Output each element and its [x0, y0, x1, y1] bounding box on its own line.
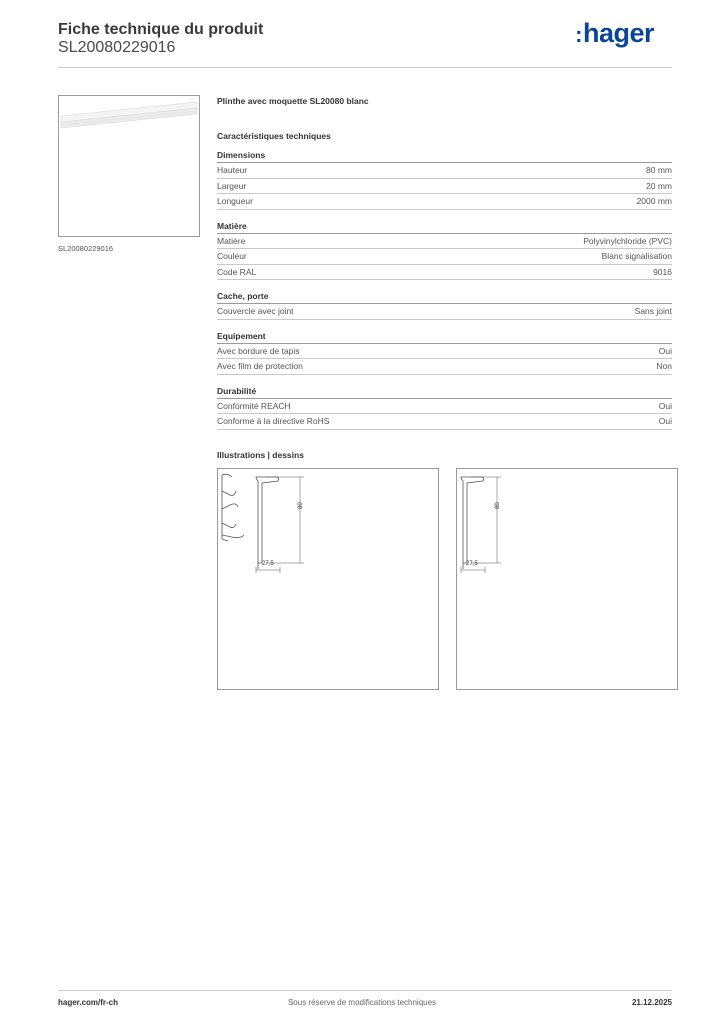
section-title: Caractéristiques techniques: [217, 131, 331, 141]
height-dimension: 80: [495, 502, 501, 509]
specification-table: [217, 96, 672, 460]
height-dimension: 80: [298, 502, 304, 509]
footer-divider: [58, 990, 672, 991]
group-material: [217, 221, 672, 281]
spec-value: Polyvinylchloride (PVC): [583, 235, 672, 246]
skirting-board-image: [59, 96, 199, 236]
group-cover: [217, 291, 672, 320]
width-dimension: 27,5: [262, 561, 274, 567]
spec-value: 2000 mm: [636, 196, 672, 206]
spec-value: Oui: [658, 416, 672, 426]
spec-label: Avec bordure de tapis: [217, 345, 300, 356]
spec-row: [217, 265, 672, 281]
technical-drawing-1: [217, 468, 439, 690]
spec-row: [217, 304, 672, 320]
spec-row: [217, 163, 672, 179]
technical-drawing-2: [456, 468, 678, 690]
illustrations-title: Illustrations | dessins: [217, 449, 304, 460]
spec-label: Couvercle avec joint: [217, 306, 294, 316]
spec-label: Code RAL: [217, 266, 257, 277]
header-divider: [58, 67, 672, 68]
spec-row: [217, 179, 672, 195]
width-dimension: 27,5: [466, 561, 478, 567]
group-durability: [217, 386, 672, 430]
spec-value: 9016: [653, 266, 672, 277]
logo-text: hager: [582, 18, 654, 48]
spec-label: Matière: [217, 235, 246, 246]
profile-drawing: [457, 469, 677, 689]
spec-row: [217, 344, 672, 360]
spec-label: Avec film de protection: [217, 361, 303, 371]
spec-row: [217, 194, 672, 210]
spec-label: Conformité REACH: [217, 400, 291, 411]
group-title: Durabilité: [217, 386, 672, 399]
page-title: Fiche technique du produit: [58, 21, 264, 38]
spec-label: Couleur: [217, 251, 247, 261]
disclaimer: Sous réserve de modifications techniques: [287, 998, 437, 1007]
group-equipment: [217, 331, 672, 375]
group-title: Matière: [217, 221, 672, 234]
product-name: Plinthe avec moquette SL20080 blanc: [217, 96, 369, 106]
group-title: Dimensions: [217, 150, 672, 163]
spec-label: Hauteur: [217, 165, 248, 175]
print-date: 21.12.2025: [631, 998, 672, 1007]
spec-value: Oui: [658, 345, 672, 356]
spec-value: 20 mm: [646, 180, 672, 191]
profile-drawing-with-clips: [218, 469, 438, 689]
spec-row: [217, 414, 672, 430]
spec-value: Sans joint: [634, 306, 672, 316]
hager-logo: [575, 18, 654, 49]
image-caption: SL20080229016: [58, 244, 114, 253]
product-reference: SL20080229016: [58, 39, 176, 56]
spec-label: Longueur: [217, 196, 253, 206]
spec-row: [217, 359, 672, 375]
spec-value: 80 mm: [646, 165, 672, 175]
spec-value: Non: [656, 361, 672, 371]
spec-value: Blanc signalisation: [601, 251, 672, 261]
spec-row: [217, 249, 672, 265]
group-title: Cache, porte: [217, 291, 672, 304]
spec-label: Conforme à la directive RoHS: [217, 416, 330, 426]
group-title: Equipement: [217, 331, 672, 344]
logo-colon-icon: :: [575, 22, 582, 47]
website-link[interactable]: hager.com/fr-ch: [58, 998, 119, 1007]
spec-value: Oui: [658, 400, 672, 411]
spec-row: [217, 399, 672, 415]
product-image: [58, 95, 200, 237]
group-dimensions: [217, 150, 672, 210]
spec-row: [217, 234, 672, 250]
spec-label: Largeur: [217, 180, 247, 191]
